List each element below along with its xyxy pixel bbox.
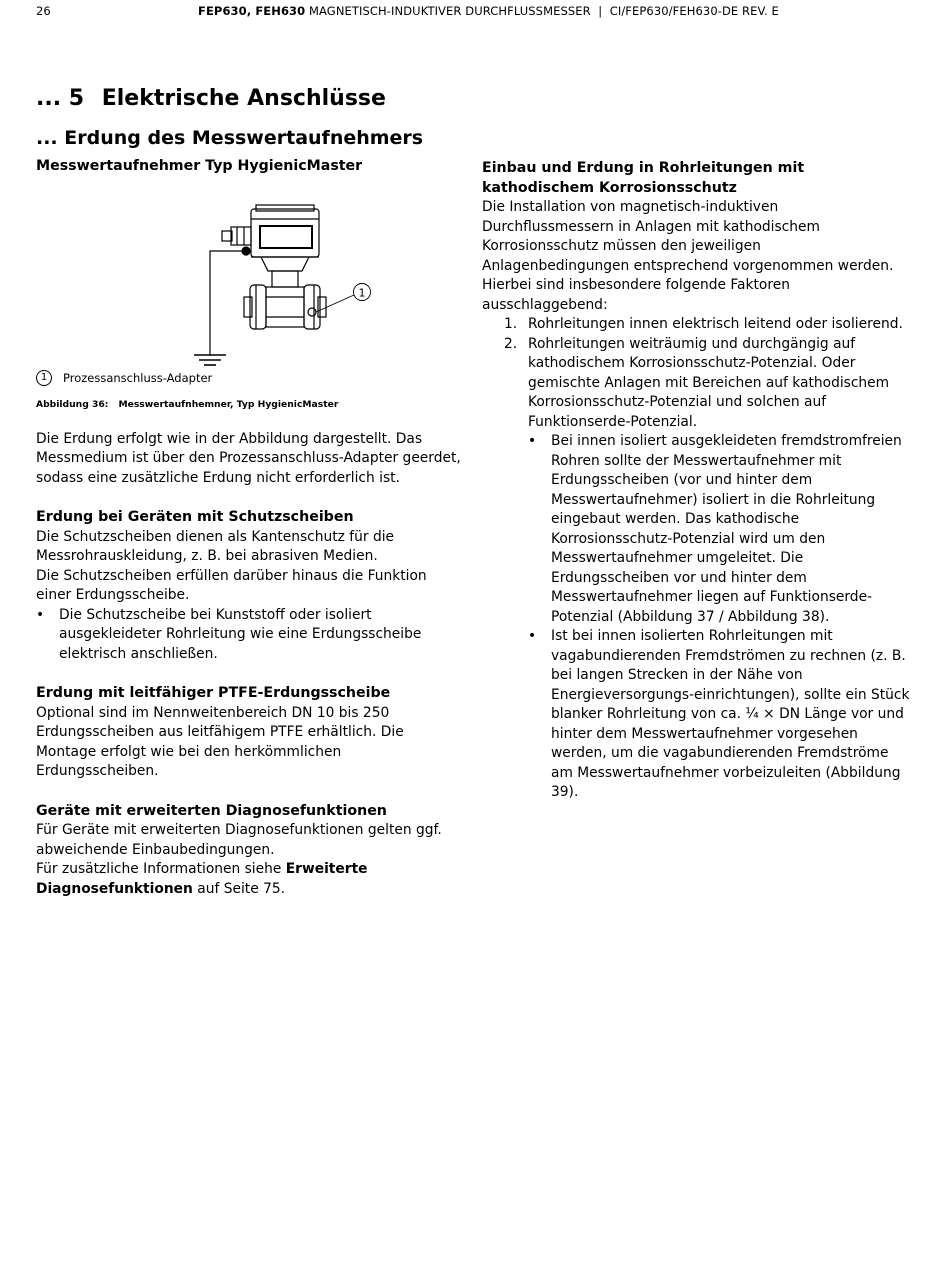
ptfe-paragraph: Optional sind im Nennweitenbereich DN 10 bis 250 Erdungsscheiben aus leitfähigem PTFE erhältlich. Die Montage erfolgt wie bei den herkömmlichen Erdungsscheiben. xyxy=(36,704,404,779)
bullet-text: Die Schutzscheibe bei Kunststoff oder isoliert ausgekleideter Rohrleitung wie eine Erdungsscheibe elektrisch anschließen. xyxy=(59,606,422,662)
figure-caption xyxy=(36,399,464,410)
caption-label: Abbildung 36: xyxy=(36,398,109,410)
cathodic-intro: Die Installation von magnetisch-induktiven Durchflussmessern in Anlagen mit kathodischem Korrosionsschutz müssen den jeweiligen Anlagenbedingungen entsprechend vorgenommen werden. Hierbei sind insbesondere folgende Faktoren ausschlaggebend: xyxy=(482,199,894,313)
figure-callout-1: 1 xyxy=(358,286,366,299)
list-item xyxy=(504,315,912,335)
left-column xyxy=(36,157,464,899)
list-item-number: 1. xyxy=(504,316,518,332)
sub-list-item-text: Bei innen isoliert ausgekleideten fremdstromfreien Rohren sollte der Messwertaufnehmer mit Erdungsscheiben (vor und hinter dem Messwertaufnehmer) isoliert in die Rohrleitung eingebaut werden. Das kathodische Korrosionsschutz-Potenzial wird um den Messwertaufnehmer umgeleitet. Die Erdungsscheiben vor und hinter dem Messwertaufnehmer liegen auf Funktionserde-Potenzial (Abbildung 37 / Abbildung 38). xyxy=(551,433,902,625)
sub-bullet-list xyxy=(482,432,912,803)
diagnostics-link[interactable]: Erweiterte Diagnosefunktionen xyxy=(36,861,368,897)
sensor-figure xyxy=(36,179,464,367)
section-heading: ... Erdung des Messwertaufnehmers xyxy=(36,127,424,149)
sub-list-item xyxy=(528,432,912,627)
list-item xyxy=(504,335,912,433)
figure-legend xyxy=(36,369,464,387)
intro-paragraph: Die Erdung erfolgt wie in der Abbildung dargestellt. Das Messmedium ist über den Prozessanschluss-Adapter geerdet, sodass eine zusätzliche Erdung nicht erforderlich ist. xyxy=(36,430,461,486)
hygienicmaster-drawing xyxy=(36,179,464,367)
bullet-mark: • xyxy=(36,606,45,623)
protection-plates-paragraph-2: Die Schutzscheiben erfüllen darüber hinaus die Funktion einer Erdungsscheibe. xyxy=(36,567,427,603)
diagnostics-heading: Geräte mit erweiterten Diagnosefunktionen xyxy=(36,802,387,819)
protection-plates-bullet xyxy=(36,606,464,665)
right-column xyxy=(482,157,912,803)
sub-list-item-text: Ist bei innen isolierten Rohrleitungen mit vagabundierenden Fremdströmen zu rechnen (z. B. bei langen Strecken in der Nähe von Energieversorgungs-einrichtungen), sollte ein Stück blanker Rohrleitung von ca. ¼ × DN Länge vor und hinter dem Messwertaufnehmer vorgesehen werden, um die vagabundierenden Fremdströme am Messwertaufnehmer vorbeizuleiten (Abbildung 39). xyxy=(551,628,910,800)
factor-list xyxy=(482,315,912,432)
document-title xyxy=(198,4,779,18)
list-item-text: Rohrleitungen weiträumig und durchgängig auf kathodischem Korrosionsschutz-Potenzial. Oder gemischte Anlagen mit Bereichen auf kathodischem Korrosionsschutz-Potenzial und solchen auf Funktionserde-Potenzial. xyxy=(528,335,890,430)
bullet-mark: • xyxy=(528,433,537,449)
bullet-mark: • xyxy=(528,628,537,644)
caption-text: Messwertaufnhemner, Typ HygienicMaster xyxy=(118,398,339,410)
diagnostics-paragraph-2 xyxy=(36,860,464,899)
chapter-number: ... 5 xyxy=(36,86,85,111)
sub-list-item xyxy=(528,627,912,803)
ptfe-heading: Erdung mit leitfähiger PTFE-Erdungsscheibe xyxy=(36,685,391,701)
legend-text: Prozessanschluss-Adapter xyxy=(63,370,213,385)
protection-plates-paragraph-1: Die Schutzscheiben dienen als Kantenschutz für die Messrohrauskleidung, z. B. bei abrasiven Medien. xyxy=(36,528,395,564)
list-item-number: 2. xyxy=(504,335,518,352)
protection-plates-heading: Erdung bei Geräten mit Schutzscheiben xyxy=(36,509,354,525)
document-title-models: FEP630, FEH630 xyxy=(198,4,306,18)
diagnostics-text-pre: Für zusätzliche Informationen siehe xyxy=(36,861,286,877)
page-header xyxy=(36,4,914,20)
document-title-rest: MAGNETISCH-INDUKTIVER DURCHFLUSSMESSER | CI/FEP630/FEH630-DE REV. E xyxy=(305,4,779,18)
legend-number: 1 xyxy=(36,370,52,386)
diagnostics-paragraph-1: Für Geräte mit erweiterten Diagnosefunktionen gelten ggf. abweichende Einbaubedingungen. xyxy=(36,822,442,858)
chapter-title: Elektrische Anschlüsse xyxy=(101,86,386,111)
page-number: 26 xyxy=(36,4,51,18)
list-item-text: Rohrleitungen innen elektrisch leitend oder isolierend. xyxy=(528,316,903,332)
ground-wire xyxy=(210,251,246,355)
cathodic-heading: Einbau und Erdung in Rohrleitungen mit kathodischem Korrosionsschutz xyxy=(482,160,805,196)
figure-heading: Messwertaufnehmer Typ HygienicMaster xyxy=(36,158,363,174)
chapter-heading xyxy=(36,86,386,111)
diagnostics-text-post: auf Seite 75. xyxy=(192,880,286,897)
